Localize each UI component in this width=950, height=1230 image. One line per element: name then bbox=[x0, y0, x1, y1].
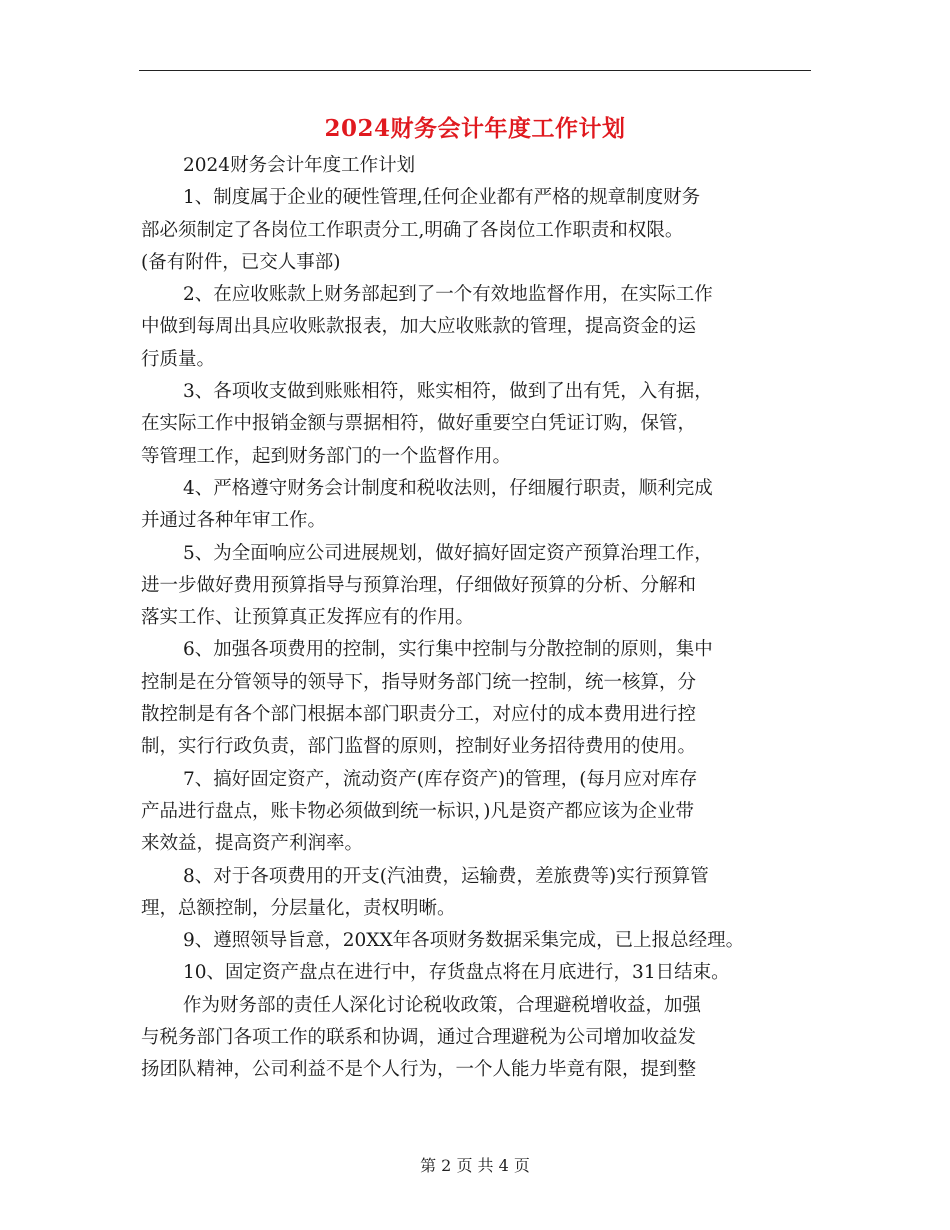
paragraph-line: 中做到每周出具应收账款报表，加大应收账款的管理，提高资金的运 bbox=[141, 316, 697, 338]
page-number: 第 2 页 共 4 页 bbox=[420, 1156, 530, 1175]
paragraph-line: 进一步做好费用预算指导与预算治理，仔细做好预算的分析、分解和 bbox=[141, 574, 697, 596]
header-rule bbox=[139, 70, 811, 71]
paragraph-line: (备有附件，已交人事部) bbox=[141, 251, 341, 273]
document-title: 2024财务会计年度工作计划 bbox=[324, 115, 626, 142]
paragraph-line: 10、固定资产盘点在进行中，存货盘点将在月底进行，31日结束。 bbox=[183, 962, 730, 984]
paragraph-line: 来效益，提高资产利润率。 bbox=[141, 833, 364, 855]
paragraph-line: 与税务部门各项工作的联系和协调，通过合理避税为公司增加收益发 bbox=[141, 1027, 697, 1049]
paragraph-line: 产品进行盘点，账卡物必须做到统一标识，)凡是资产都应该为企业带 bbox=[141, 800, 694, 822]
paragraph-line: 7、搞好固定资产，流动资产(库存资产)的管理，(每月应对库存 bbox=[183, 768, 698, 790]
paragraph-line: 并通过各种年审工作。 bbox=[141, 510, 327, 532]
paragraph-line: 行质量。 bbox=[141, 348, 216, 370]
paragraph-line: 6、加强各项费用的控制，实行集中控制与分散控制的原则，集中 bbox=[183, 639, 713, 661]
paragraph-line: 作为财务部的责任人深化讨论税收政策，合理避税增收益，加强 bbox=[183, 994, 702, 1016]
paragraph-line: 5、为全面响应公司进展规划，做好搞好固定资产预算治理工作， bbox=[183, 542, 713, 564]
paragraph-line: 部必须制定了各岗位工作职责分工,明确了各岗位工作职责和权限。 bbox=[141, 219, 684, 241]
paragraph-line: 3、各项收支做到账账相符，账实相符，做到了出有凭，入有据， bbox=[183, 381, 713, 403]
document-body bbox=[141, 150, 821, 1087]
paragraph-line: 理，总额控制，分层量化，责权明晰。 bbox=[141, 897, 456, 919]
paragraph-line: 制，实行行政负责，部门监督的原则，控制好业务招待费用的使用。 bbox=[141, 736, 697, 758]
paragraph-line: 控制是在分管领导的领导下，指导财务部门统一控制，统一核算，分 bbox=[141, 671, 697, 693]
paragraph-line: 9、遵照领导旨意，20XX年各项财务数据采集完成，已上报总经理。 bbox=[183, 930, 745, 952]
paragraph-line: 4、严格遵守财务会计制度和税收法则，仔细履行职责，顺利完成 bbox=[183, 477, 713, 499]
paragraph-line: 在实际工作中报销金额与票据相符，做好重要空白凭证订购，保管， bbox=[141, 413, 697, 435]
paragraph-line: 扬团队精神，公司利益不是个人行为，一个人能力毕竟有限，提到整 bbox=[141, 1059, 697, 1081]
paragraph-line: 散控制是有各个部门根据本部门职责分工，对应付的成本费用进行控 bbox=[141, 704, 697, 726]
paragraph-line: 等管理工作，起到财务部门的一个监督作用。 bbox=[141, 445, 512, 467]
paragraph-line: 2、在应收账款上财务部起到了一个有效地监督作用，在实际工作 bbox=[183, 284, 713, 306]
paragraph-line: 2024财务会计年度工作计划 bbox=[183, 155, 416, 176]
paragraph-line: 落实工作、让预算真正发挥应有的作用。 bbox=[141, 607, 475, 629]
paragraph-line: 1、制度属于企业的硬性管理,任何企业都有严格的规章制度财务 bbox=[183, 187, 701, 209]
paragraph-line: 8、对于各项费用的开支(汽油费，运输费，差旅费等)实行预算管 bbox=[183, 865, 709, 887]
